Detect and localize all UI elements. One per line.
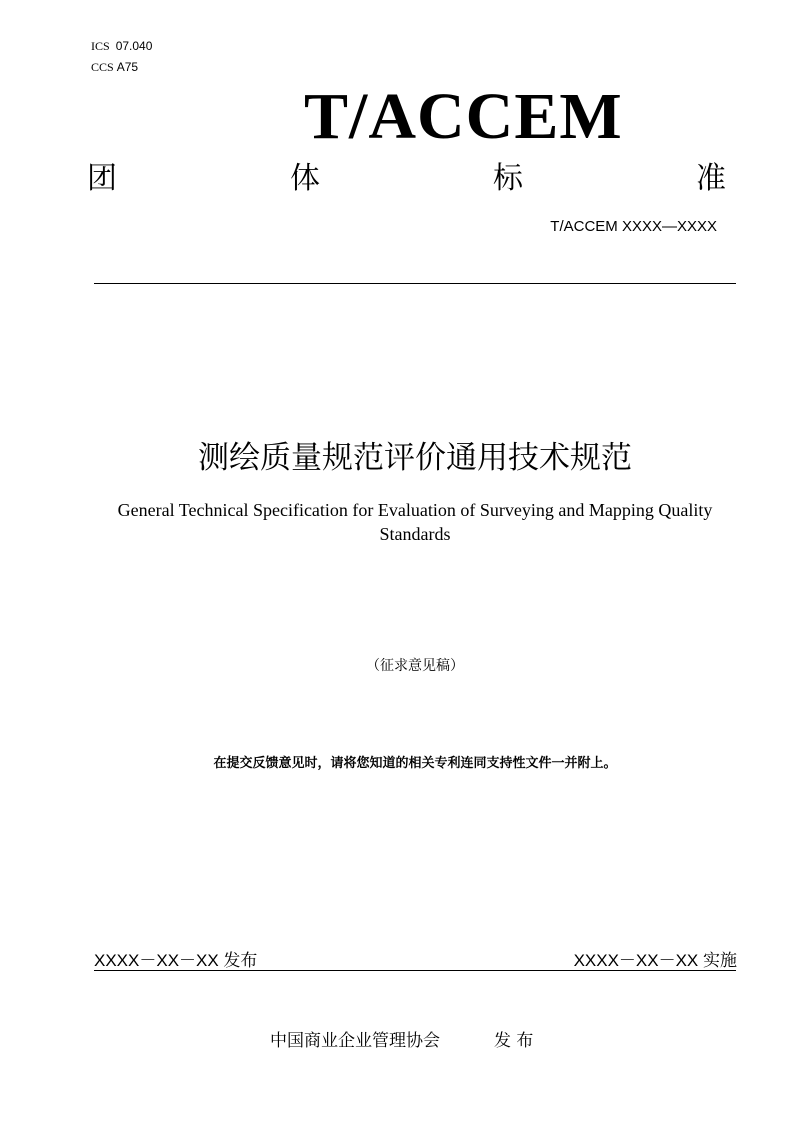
title-en-line2: Standards [379,524,451,544]
implement-date: XXXX－XX－XX 实施 [573,951,737,970]
title-en-line1: General Technical Specification for Evaluation of Surveying and Mapping Quality [117,500,713,520]
category-char: 准 [696,161,726,196]
logo: T/ACCEM [304,80,623,153]
patent-notice: 在提交反馈意见时，请将您知道的相关专利连同支持性文件一并附上。 [213,756,617,771]
publish-date: XXXX－XX－XX 发布 [94,951,258,970]
ics-code [91,39,152,54]
ics-value: 07.040 [115,39,153,53]
header-divider [94,283,736,284]
ccs-code [91,60,138,75]
category-char: 团 [87,161,117,196]
standard-number: T/ACCEM XXXX—XXXX [550,218,717,235]
draft-status: （征求意见稿） [366,658,464,674]
ics-label: ICS [91,39,110,53]
publisher: 中国商业企业管理协会 [270,1031,440,1051]
title-zh: 测绘质量规范评价通用技术规范 [198,440,632,476]
footer-divider [94,970,736,971]
ccs-value: A75 [116,60,139,74]
category-char: 体 [290,161,320,196]
category-char: 标 [493,161,523,196]
ccs-label: CCS [91,60,114,74]
publish-word: 发 布 [494,1031,534,1051]
